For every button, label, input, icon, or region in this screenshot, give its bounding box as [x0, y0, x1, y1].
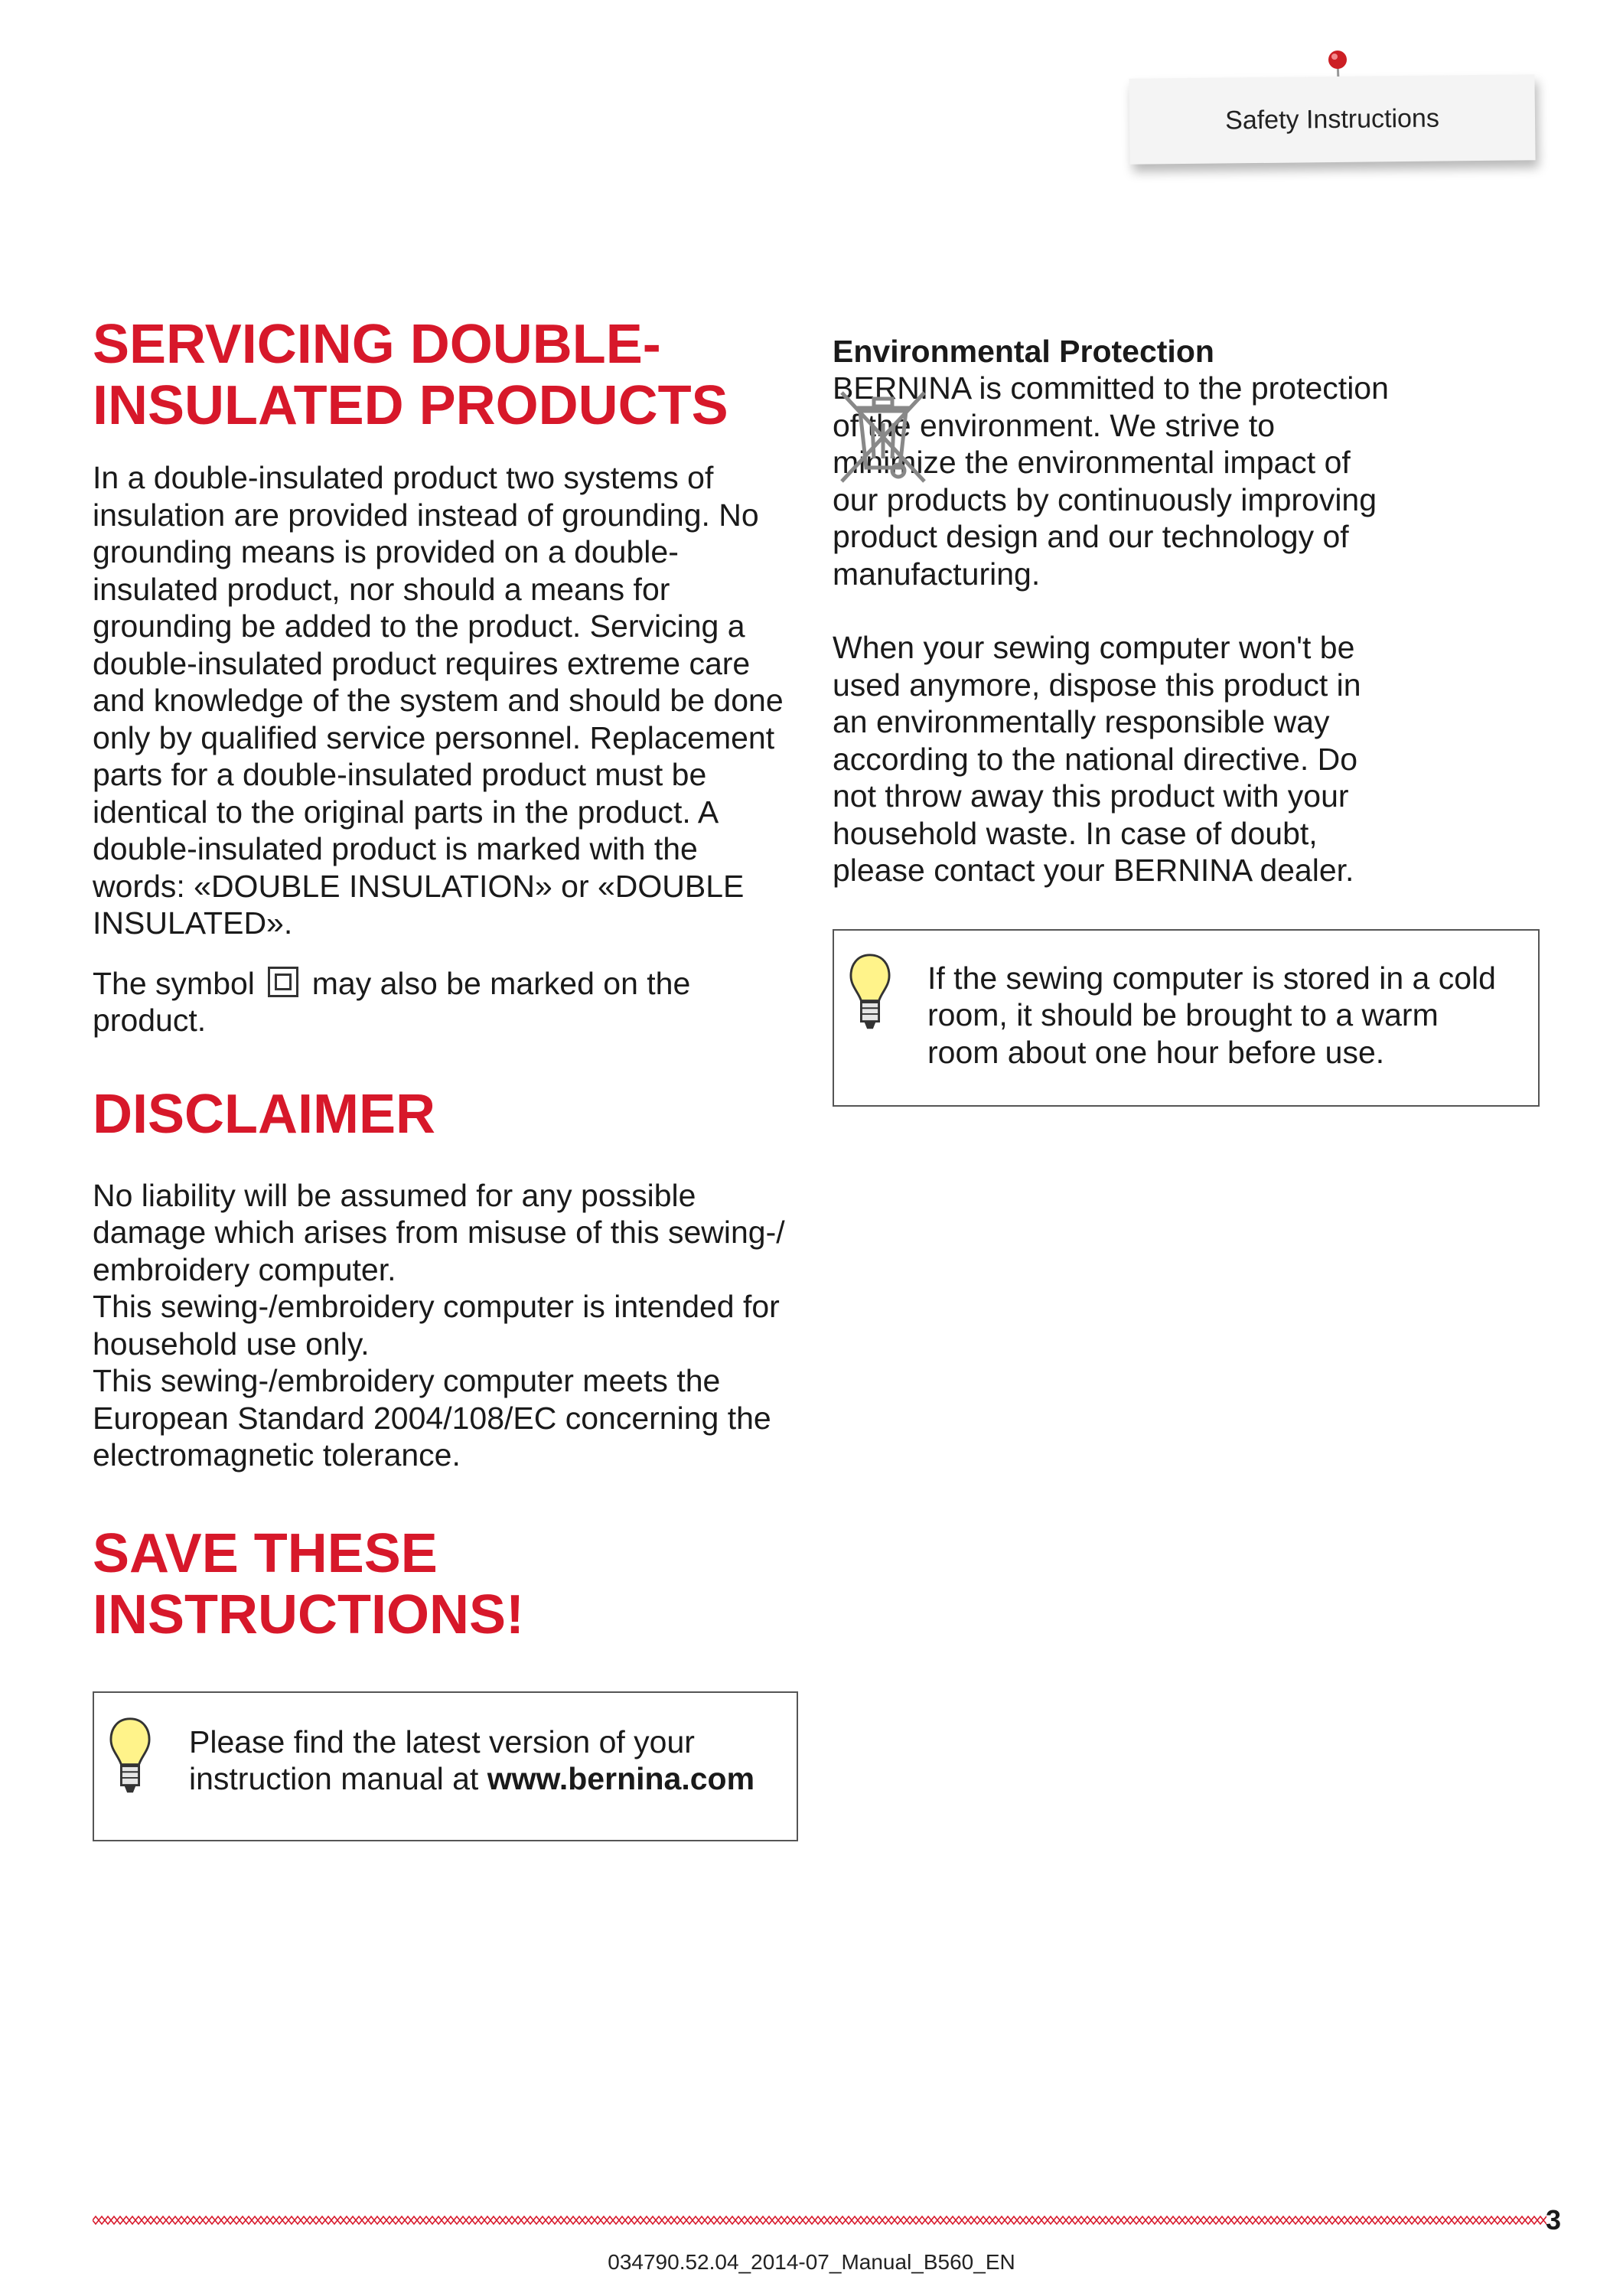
- storage-note-box: [833, 929, 1540, 1107]
- text-line: of the environment. We strive to: [833, 407, 1276, 443]
- document-code: 034790.52.04_2014-07_Manual_B560_EN: [608, 2250, 1015, 2274]
- bernina-website-link[interactable]: www.bernina.com: [487, 1761, 755, 1796]
- text-line: manufacturing.: [833, 556, 1041, 592]
- section-tab: [1129, 74, 1535, 165]
- text-line: not throw away this product with your: [833, 778, 1349, 814]
- servicing-heading-line1: SERVICING DOUBLE-: [93, 314, 661, 375]
- text-line: insulated product, nor should a means for: [93, 571, 670, 607]
- symbol-text-after: may also be marked on the: [311, 965, 691, 1001]
- manual-note-text: [189, 1724, 754, 1798]
- text-line: double-insulated product requires extreme care: [93, 645, 751, 681]
- symbol-text-line2: product.: [93, 1003, 207, 1038]
- right-column: [833, 333, 1548, 1107]
- text-line: damage which arises from misuse of this sewing-/: [93, 1215, 785, 1250]
- text-line: grounding be added to the product. Servicing a: [93, 608, 745, 644]
- text-line: according to the national directive. Do: [833, 741, 1358, 777]
- light-bulb-icon: [848, 952, 892, 1033]
- text-line: please contact your BERNINA dealer.: [833, 853, 1354, 888]
- storage-note-text: [927, 960, 1496, 1071]
- text-line: If the sewing computer is stored in a cold: [927, 960, 1496, 996]
- text-line: room about one hour before use.: [927, 1034, 1385, 1070]
- text-line: used anymore, dispose this product in: [833, 667, 1361, 703]
- disclaimer-body: [93, 1177, 808, 1474]
- left-column: [93, 314, 808, 1841]
- text-line: minimize the environmental impact of: [833, 445, 1351, 480]
- servicing-heading-line2: INSULATED PRODUCTS: [93, 375, 728, 436]
- symbol-text-before: The symbol: [93, 965, 255, 1001]
- save-heading: [93, 1523, 808, 1645]
- text-line: only by qualified service personnel. Replacement: [93, 719, 775, 755]
- disclaimer-heading: DISCLAIMER: [93, 1083, 435, 1145]
- servicing-heading: [93, 314, 808, 436]
- text-line: When your sewing computer won't be: [833, 630, 1355, 665]
- text-line: INSULATED».: [93, 905, 293, 941]
- footer-decorative-line: [93, 2214, 1546, 2226]
- text-line: an environmentally responsible way: [833, 704, 1330, 739]
- text-line: This sewing-/embroidery computer is intended for: [93, 1289, 780, 1324]
- section-tab-label: Safety Instructions: [1224, 103, 1440, 135]
- light-bulb-icon: [108, 1716, 152, 1797]
- text-line: identical to the original parts in the product. A: [93, 794, 719, 830]
- text-line: double-insulated product is marked with the: [93, 831, 698, 866]
- page-number: 3: [1546, 2204, 1562, 2236]
- environment-title: Environmental Protection: [833, 334, 1214, 369]
- save-heading-line2: INSTRUCTIONS!: [93, 1583, 524, 1645]
- text-line: electromagnetic tolerance.: [93, 1437, 461, 1473]
- manual-note-box: [93, 1691, 798, 1841]
- text-line: words: «DOUBLE INSULATION» or «DOUBLE: [93, 868, 745, 904]
- text-line: our products by continuously improving: [833, 481, 1377, 517]
- text-line: insulation are provided instead of grounding. No: [93, 497, 759, 533]
- text-line: product design and our technology of: [833, 519, 1349, 554]
- symbol-paragraph: [93, 965, 808, 1039]
- text-line: BERNINA is committed to the protection: [833, 370, 1389, 406]
- text-line: European Standard 2004/108/EC concerning the: [93, 1400, 771, 1436]
- text-line: This sewing-/embroidery computer meets the: [93, 1363, 721, 1398]
- text-line: and knowledge of the system and should be done: [93, 683, 784, 718]
- environment-paragraph-1: [833, 370, 1548, 592]
- save-heading-line1: SAVE THESE: [93, 1522, 438, 1584]
- servicing-body: [93, 459, 808, 942]
- environment-paragraph-2: [833, 629, 1548, 889]
- double-insulation-icon: [268, 967, 298, 997]
- text-line: No liability will be assumed for any possible: [93, 1177, 696, 1213]
- text-line: parts for a double-insulated product must be: [93, 757, 707, 792]
- text-line: In a double-insulated product two systems of: [93, 460, 714, 495]
- text-line: room, it should be brought to a warm: [927, 997, 1439, 1032]
- text-line: grounding means is provided on a double-: [93, 534, 679, 569]
- text-line: embroidery computer.: [93, 1251, 396, 1287]
- text-line: household waste. In case of doubt,: [833, 815, 1318, 851]
- text-line: Please find the latest version of your: [189, 1724, 695, 1760]
- text-line: household use only.: [93, 1326, 370, 1362]
- crossed-out-bin-icon: [836, 385, 930, 488]
- environment-section: [833, 333, 1548, 889]
- text-line: instruction manual at: [189, 1761, 479, 1796]
